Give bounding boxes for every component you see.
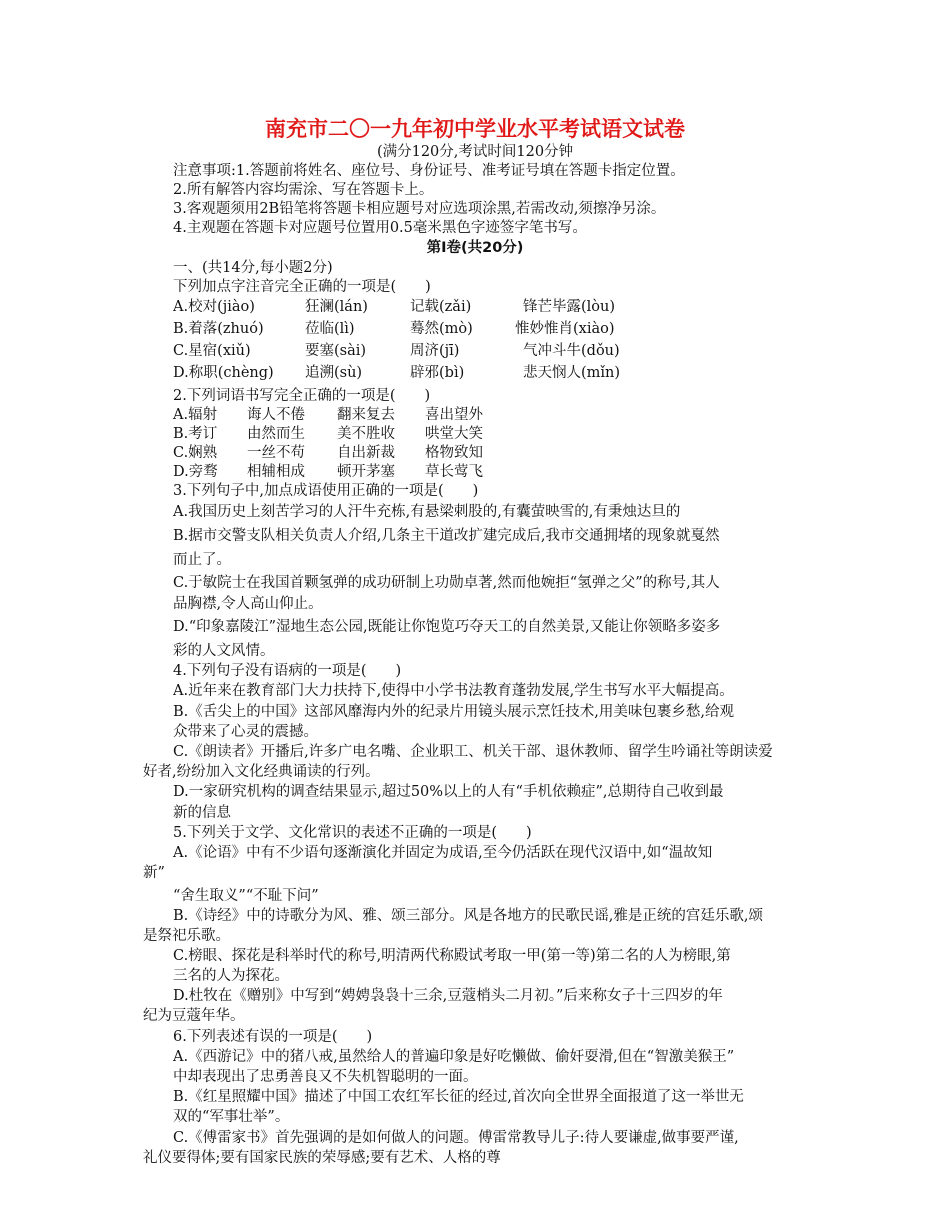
q2-cell: 喜出望外 <box>425 407 483 423</box>
q6-option-c: C.《傅雷家书》首先强调的是如何做人的问题。傅雷常教导儿子:待人要谦虚,做事要严谨, <box>173 1130 739 1146</box>
q6-option-b: B.《红星照耀中国》描述了中国工农红军长征的经过,首次向全世界全面报道了这一举世无 <box>173 1089 744 1105</box>
q6-stem: 6.下列表述有误的一项是( ) <box>173 1029 373 1045</box>
q1-stem: 下列加点字注音完全正确的一项是( ) <box>173 279 431 295</box>
q1-cell: D.称职(chèng) <box>173 365 274 381</box>
q1-cell: B.着落(zhuó) <box>173 321 264 337</box>
q2-stem: 2.下列词语书写完全正确的一项是( ) <box>173 388 431 404</box>
q6-option-b-cont: 双的“军事壮举”。 <box>173 1109 290 1125</box>
q5-option-b-cont: 是祭祀乐歌。 <box>143 928 230 944</box>
q1-cell: 记载(zǎi) <box>410 299 472 315</box>
q6-option-c-cont: 礼仪要得体;要有国家民族的荣辱感;要有艺术、人格的尊 <box>143 1150 501 1166</box>
q1-cell: 追溯(sù) <box>305 365 363 381</box>
notice-line: 4.主观题在答题卡对应题号位置用0.5毫米黑色字迹签字笔书写。 <box>173 220 587 236</box>
q3-option-b-cont: 而止了。 <box>173 552 231 568</box>
q2-cell: 翻来复去 <box>337 407 395 423</box>
q1-cell: 周济(jī) <box>410 343 460 359</box>
q3-option-d-cont: 彩的人文风情。 <box>173 643 275 659</box>
q1-cell: 气冲斗牛(dǒu) <box>523 343 620 359</box>
q5-option-d: D.杜牧在《赠别》中写到“娉娉袅袅十三余,豆蔻梢头二月初。”后来称女子十三四岁的年 <box>173 988 723 1004</box>
q1-cell: 惟妙惟肖(xiào) <box>515 321 615 337</box>
q5-option-b: B.《诗经》中的诗歌分为风、雅、颂三部分。风是各地方的民歌民谣,雅是正统的宫廷乐歌,颂 <box>173 908 763 924</box>
q1-cell: 蓦然(mò) <box>410 321 473 337</box>
q2-cell: D.旁骛 <box>173 464 218 480</box>
q2-cell: 一丝不苟 <box>247 445 305 461</box>
q1-cell: 悲天悯人(mǐn) <box>523 365 621 381</box>
q5-option-d-cont: 纪为豆蔻年华。 <box>143 1008 245 1024</box>
notice-line: 2.所有解答内容均需涂、写在答题卡上。 <box>173 182 434 198</box>
q2-cell: 自出新裁 <box>337 445 395 461</box>
q4-option-a: A.近年来在教育部门大力扶持下,使得中小学书法教育蓬勃发展,学生书写水平大幅提高。 <box>173 683 734 699</box>
q2-cell: 顿开茅塞 <box>337 464 395 480</box>
q2-cell: 美不胜收 <box>337 426 395 442</box>
q3-option-d: D.“印象嘉陵江”湿地生态公园,既能让你饱览巧夺天工的自然美景,又能让你领略多姿多 <box>173 619 721 635</box>
exam-subtitle: (满分120分,考试时间120分钟 <box>376 144 574 160</box>
q1-cell: 要塞(sài) <box>305 343 367 359</box>
q4-option-b-cont: 众带来了心灵的震撼。 <box>173 724 318 740</box>
q4-option-c: C.《朗读者》开播后,许多广电名嘴、企业职工、机关干部、退休教师、留学生吟诵社等朗读爱 <box>173 744 773 760</box>
q3-stem: 3.下列句子中,加点成语使用正确的一项是( ) <box>173 483 479 499</box>
q4-option-d: D.一家研究机构的调查结果显示,超过50%以上的人有“手机依赖症”,总期待自己收到最 <box>173 784 724 800</box>
q2-cell: 诲人不倦 <box>247 407 305 423</box>
q5-option-c-cont: 三名的人为探花。 <box>173 968 289 984</box>
q5-stem: 5.下列关于文学、文化常识的表述不正确的一项是( ) <box>173 825 532 841</box>
q1-cell: 狂澜(lán) <box>305 299 368 315</box>
q2-cell: B.考订 <box>173 426 218 442</box>
section-title: 第Ⅰ卷(共20分) <box>426 240 524 256</box>
q5-option-a: A.《论语》中有不少语句逐渐演化并固定为成语,至今仍活跃在现代汉语中,如“温故知 <box>173 845 713 861</box>
q1-cell: 莅临(lì) <box>305 321 355 337</box>
q5-option-c: C.榜眼、探花是科举时代的称号,明清两代称殿试考取一甲(第一等)第二名的人为榜眼,第 <box>173 948 731 964</box>
q1-cell: A.校对(jiào) <box>173 299 255 315</box>
q5-option-a-cont: 新” <box>143 865 165 881</box>
q6-option-a-cont: 中却表现出了忠勇善良又不失机智聪明的一面。 <box>173 1069 478 1085</box>
q6-option-a: A.《西游记》中的猪八戒,虽然给人的普遍印象是好吃懒做、偷奸耍滑,但在“智激美猴王” <box>173 1049 735 1065</box>
q4-stem: 4.下列句子没有语病的一项是( ) <box>173 663 402 679</box>
q2-cell: 哄堂大笑 <box>425 426 483 442</box>
q4-option-c-cont: 好者,纷纷加入文化经典诵读的行列。 <box>143 764 380 780</box>
q1-cell: C.星宿(xiǔ) <box>173 343 251 359</box>
q2-cell: A.辐射 <box>173 407 218 423</box>
q4-option-b: B.《舌尖上的中国》这部风靡海内外的纪录片用镜头展示烹饪技术,用美味包裹乡愁,给观 <box>173 704 734 720</box>
q2-cell: C.娴熟 <box>173 445 218 461</box>
q3-option-b: B.据市交警支队相关负责人介绍,几条主干道改扩建完成后,我市交通拥堵的现象就戛然 <box>173 528 720 544</box>
part-header: 一、(共14分,每小题2分) <box>173 260 333 276</box>
q3-option-a: A.我国历史上刻苦学习的人汗牛充栋,有悬梁刺股的,有囊萤映雪的,有秉烛达旦的 <box>173 504 681 520</box>
q2-cell: 由然而生 <box>247 426 305 442</box>
q1-cell: 辟邪(bì) <box>410 365 465 381</box>
q3-option-c: C.于敏院士在我国首颗氢弹的成功研制上功勋卓著,然而他婉拒“氢弹之父”的称号,其人 <box>173 575 720 591</box>
q5-option-a-cont: “舍生取义”“不耻下问” <box>173 888 319 904</box>
exam-title: 南充市二〇一九年初中学业水平考试语文试卷 <box>265 117 685 141</box>
notice-line: 3.客观题须用2B铅笔将答题卡相应题号对应选项涂黑,若需改动,须擦净另涂。 <box>173 201 666 217</box>
notice-line: 注意事项:1.答题前将姓名、座位号、身份证号、准考证号填在答题卡指定位置。 <box>173 163 685 179</box>
q4-option-d-cont: 新的信息 <box>173 805 231 821</box>
q2-cell: 格物致知 <box>425 445 483 461</box>
q2-cell: 相辅相成 <box>247 464 305 480</box>
q2-cell: 草长莺飞 <box>425 464 483 480</box>
q3-option-c-cont: 品胸襟,令人高山仰止。 <box>173 596 323 612</box>
q1-cell: 锋芒毕露(lòu) <box>523 299 616 315</box>
